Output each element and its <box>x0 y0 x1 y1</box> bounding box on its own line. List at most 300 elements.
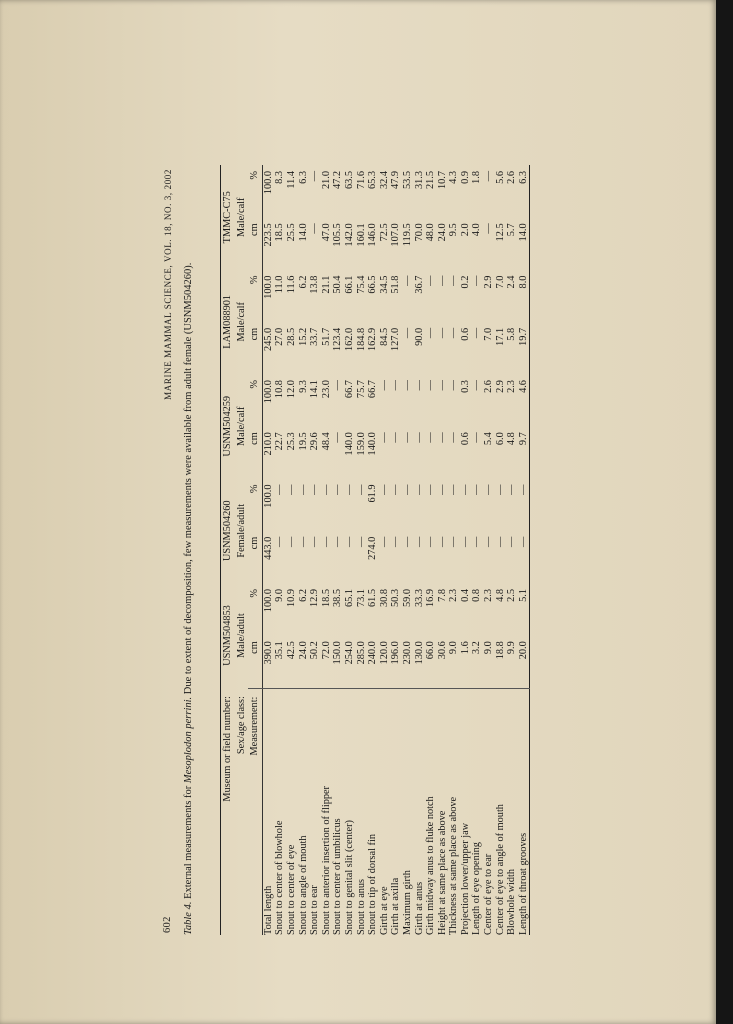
measurement-label: Height at same place as above <box>436 810 448 935</box>
value-cm: 130.0 <box>414 635 426 688</box>
value-cm: — <box>401 536 413 548</box>
value-percent: — <box>401 484 413 495</box>
measurement-label: Snout to angle of mouth <box>297 835 309 935</box>
value-percent: 1.8 <box>471 171 483 184</box>
value-cm: — <box>517 536 529 548</box>
value-percent: 75.4 <box>355 275 367 294</box>
measurement-label: Projection lower/upper jaw <box>459 822 471 935</box>
value-cm: — <box>274 536 286 548</box>
value-percent: 34.5 <box>378 275 390 294</box>
value-percent: 50.4 <box>332 275 344 294</box>
value-percent: — <box>320 484 332 495</box>
value-percent: 23.0 <box>320 380 332 399</box>
value-percent: 65.1 <box>343 588 355 608</box>
value-cm: — <box>436 432 448 443</box>
specimen-sex-age: Male/calf <box>235 406 247 447</box>
value-percent: 2.3 <box>448 588 460 602</box>
value-cm: — <box>378 536 390 548</box>
measurement-label: Girth midway anus to fluke notch <box>425 796 437 935</box>
value-cm: 223.5 <box>262 223 274 247</box>
value-percent: 100.0 <box>262 588 274 613</box>
value-percent: 65.3 <box>367 171 379 190</box>
table-row <box>390 165 402 935</box>
value-cm: 47.0 <box>320 223 332 242</box>
value-cm: — <box>448 536 460 548</box>
value-cm: 119.5 <box>401 223 413 247</box>
table-row <box>460 165 472 935</box>
value-percent: — <box>355 484 367 495</box>
value-cm: 22.7 <box>274 432 286 451</box>
header-museum-label: Museum or field number: <box>222 696 233 802</box>
page-number: 602 <box>162 916 173 933</box>
unit-cm: cm <box>249 536 261 550</box>
header-row-museum <box>221 165 235 935</box>
value-percent: 7.8 <box>436 588 448 602</box>
value-percent: 21.1 <box>320 275 332 294</box>
value-cm: — <box>401 327 413 339</box>
value-percent: 21.0 <box>320 171 332 190</box>
table-row <box>414 165 426 935</box>
value-percent: 0.3 <box>459 380 471 393</box>
value-percent: — <box>413 484 425 495</box>
value-cm: 18.8 <box>495 635 507 688</box>
value-cm: 1.6 <box>460 635 472 688</box>
value-percent: 0.8 <box>471 588 483 602</box>
value-percent: 66.7 <box>367 380 379 399</box>
value-cm: 7.0 <box>483 327 495 341</box>
value-percent: 100.0 <box>262 275 274 299</box>
value-cm: 42.5 <box>286 635 298 688</box>
value-cm: 14.0 <box>517 223 529 242</box>
value-cm: — <box>425 432 437 443</box>
value-cm: 285.0 <box>356 635 368 688</box>
table-row <box>321 165 333 935</box>
value-percent: 6.2 <box>297 275 309 289</box>
value-cm: 162.9 <box>367 327 379 351</box>
value-percent: 66.7 <box>343 380 355 399</box>
value-percent: 100.0 <box>262 380 274 404</box>
measurement-label: Girth at anus <box>413 881 425 935</box>
value-cm: — <box>297 536 309 548</box>
table-row <box>274 165 286 935</box>
running-head <box>160 165 178 935</box>
value-cm: 29.6 <box>309 432 321 451</box>
caption-text-before: External measurements for <box>183 785 194 899</box>
measurement-label: Snout to tip of dorsal fin <box>367 834 379 935</box>
value-cm: 48.4 <box>320 432 332 451</box>
value-percent: — <box>378 380 390 391</box>
value-percent: 10.9 <box>285 588 297 608</box>
value-percent: — <box>425 484 437 495</box>
value-percent: 2.6 <box>506 171 518 184</box>
value-cm: 9.5 <box>448 223 460 237</box>
value-cm: — <box>309 536 321 548</box>
measurement-label: Snout to anterior insertion of flipper <box>320 786 332 935</box>
value-percent: 30.8 <box>378 588 390 608</box>
value-percent: 71.6 <box>355 171 367 190</box>
value-cm: — <box>309 223 321 234</box>
value-cm: 9.7 <box>517 432 529 446</box>
value-cm: — <box>459 536 471 548</box>
specimen-sex-age: Male/calf <box>235 197 247 238</box>
table-row <box>506 165 518 935</box>
table-row <box>367 165 379 935</box>
value-percent: — <box>309 484 321 495</box>
value-percent: 5.6 <box>494 171 506 184</box>
value-cm: 84.5 <box>378 327 390 346</box>
value-cm: 196.0 <box>390 635 402 688</box>
value-percent: 4.8 <box>494 588 506 602</box>
value-percent: 32.4 <box>378 171 390 190</box>
measurement-label: Snout to center of umbilicus <box>332 818 344 935</box>
unit-cm: cm <box>249 327 261 341</box>
value-percent: — <box>390 380 402 391</box>
table-row <box>332 165 344 935</box>
value-percent: 47.2 <box>332 171 344 190</box>
value-percent: — <box>471 380 483 391</box>
value-percent: — <box>517 484 529 495</box>
value-cm: 48.0 <box>425 223 437 242</box>
value-percent: — <box>425 380 437 391</box>
value-percent: 33.3 <box>413 588 425 608</box>
measurement-label: Snout to center of blowhole <box>274 820 286 935</box>
table-body <box>262 165 530 935</box>
value-percent: — <box>448 484 460 495</box>
value-cm: 240.0 <box>367 635 379 688</box>
table-row <box>262 165 274 935</box>
value-percent: — <box>378 484 390 495</box>
measurement-label: Length of eye opening <box>471 842 483 935</box>
value-cm: 105.5 <box>332 223 344 247</box>
value-cm: 20.0 <box>518 635 530 688</box>
value-percent: — <box>274 484 286 495</box>
value-percent: 13.8 <box>309 275 321 294</box>
value-cm: 15.2 <box>297 327 309 346</box>
unit-percent: % <box>249 588 261 598</box>
table-row <box>298 165 310 935</box>
value-percent: 2.3 <box>506 380 518 393</box>
value-cm: — <box>506 536 518 548</box>
value-cm: 184.8 <box>355 327 367 351</box>
caption-label: Table 4. <box>183 901 194 935</box>
value-cm: 9.9 <box>506 635 518 688</box>
value-percent: — <box>506 484 518 495</box>
value-cm: — <box>436 327 448 339</box>
value-cm: — <box>343 536 355 548</box>
value-cm: 5.7 <box>506 223 518 237</box>
value-cm: — <box>390 432 402 443</box>
value-percent: — <box>471 275 483 286</box>
measurement-label: Snout to ear <box>309 885 321 935</box>
value-cm: 6.0 <box>494 432 506 446</box>
value-percent: 11.6 <box>285 275 297 294</box>
value-cm: 14.0 <box>297 223 309 242</box>
value-percent: 11.0 <box>274 275 286 294</box>
value-percent: 2.4 <box>506 275 518 289</box>
measurement-label: Snout to genital slit (center) <box>343 820 355 935</box>
value-cm: 140.0 <box>367 432 379 456</box>
value-cm: 150.0 <box>332 635 344 688</box>
value-cm: — <box>483 223 495 234</box>
value-cm: 66.0 <box>425 635 437 688</box>
value-percent: 11.4 <box>285 171 297 189</box>
table-row <box>402 165 414 935</box>
caption-text-after: Due to extent of decomposition, few measurements were available from adult female (USNM504260). <box>183 262 194 695</box>
value-cm: 107.0 <box>390 223 402 247</box>
value-cm: 25.3 <box>285 432 297 451</box>
value-percent: 53.5 <box>401 171 413 190</box>
table-row <box>437 165 449 935</box>
value-cm: 24.0 <box>436 223 448 242</box>
value-percent: — <box>436 275 448 286</box>
unit-percent: % <box>249 275 261 285</box>
measurement-label: Thickness at same place as above <box>448 796 460 935</box>
measurement-label: Girth at axilla <box>390 877 402 935</box>
value-cm: — <box>413 536 425 548</box>
value-percent: 12.9 <box>309 588 321 608</box>
value-cm: 9.0 <box>448 635 460 688</box>
value-cm: — <box>332 536 344 548</box>
value-cm: 50.2 <box>309 635 321 688</box>
value-percent: 36.7 <box>413 275 425 294</box>
value-percent: 8.0 <box>517 275 529 289</box>
value-cm: — <box>390 536 402 548</box>
unit-cm: cm <box>249 223 261 236</box>
value-percent: 12.0 <box>285 380 297 399</box>
value-percent: 38.5 <box>332 588 344 608</box>
specimen-sex-age: Female/adult <box>235 503 247 558</box>
value-cm: 2.0 <box>459 223 471 237</box>
value-cm: 72.5 <box>378 223 390 242</box>
value-percent: 2.9 <box>494 380 506 393</box>
value-percent: 50.3 <box>390 588 402 608</box>
specimen-id: LAM088901 <box>222 294 233 349</box>
measurement-label: Maximum girth <box>401 870 413 935</box>
table-row <box>425 165 437 935</box>
value-percent: 0.2 <box>459 275 471 289</box>
value-cm: 123.4 <box>332 327 344 351</box>
value-percent: 18.5 <box>320 588 332 608</box>
value-percent: 7.0 <box>494 275 506 289</box>
value-cm: 12.5 <box>494 223 506 242</box>
unit-percent: % <box>249 171 261 180</box>
value-cm: 210.0 <box>262 432 274 456</box>
value-percent: 66.5 <box>367 275 379 294</box>
measurement-label: Center of eye to ear <box>483 853 495 935</box>
value-cm: 70.0 <box>413 223 425 242</box>
value-cm: 3.2 <box>471 635 483 688</box>
table-row <box>379 165 391 935</box>
value-percent: 2.3 <box>483 588 495 602</box>
value-percent: — <box>332 484 344 495</box>
value-cm: 28.5 <box>285 327 297 346</box>
value-percent: 59.0 <box>401 588 413 608</box>
value-percent: — <box>343 484 355 495</box>
value-cm: — <box>448 432 460 443</box>
value-percent: 100.0 <box>262 484 274 508</box>
value-cm: — <box>494 536 506 548</box>
value-cm: 25.5 <box>285 223 297 242</box>
value-percent: — <box>471 484 483 495</box>
value-cm: 5.8 <box>506 327 518 341</box>
unit-percent: % <box>249 380 261 389</box>
value-cm: 72.0 <box>321 635 333 688</box>
value-percent: 2.9 <box>483 275 495 289</box>
value-cm: — <box>401 432 413 443</box>
measurement-label: Center of eye to angle of mouth <box>494 804 506 935</box>
header-measurement-label: Measurement: <box>249 696 261 756</box>
value-cm: 18.5 <box>274 223 286 242</box>
value-percent: — <box>297 484 309 495</box>
value-cm: 90.0 <box>413 327 425 346</box>
value-cm: — <box>425 327 437 339</box>
specimen-id: USNM504260 <box>222 500 233 562</box>
value-percent: — <box>436 484 448 495</box>
value-percent: 8.3 <box>274 171 286 184</box>
value-percent: — <box>448 380 460 391</box>
value-cm: 159.0 <box>355 432 367 456</box>
specimen-sex-age: Male/adult <box>235 613 247 658</box>
value-cm: 160.1 <box>355 223 367 247</box>
value-percent: — <box>332 380 344 391</box>
value-cm: 24.0 <box>298 635 310 688</box>
value-percent: 4.3 <box>448 171 460 184</box>
value-cm: — <box>471 432 483 443</box>
value-percent: 6.3 <box>517 171 529 184</box>
value-percent: 2.6 <box>483 380 495 393</box>
value-percent: — <box>309 171 321 182</box>
value-percent: — <box>448 275 460 286</box>
value-percent: 75.7 <box>355 380 367 399</box>
value-percent: 9.3 <box>297 380 309 393</box>
value-cm: 127.0 <box>390 327 402 351</box>
value-percent: — <box>401 380 413 391</box>
value-percent: — <box>436 380 448 391</box>
value-cm: 35.1 <box>274 635 286 688</box>
measurement-label: Blowhole width <box>506 868 518 935</box>
value-cm: 274.0 <box>367 536 379 560</box>
value-cm: 4.0 <box>471 223 483 237</box>
value-cm: 162.0 <box>343 327 355 351</box>
value-cm: — <box>471 327 483 339</box>
measurement-label: Snout to center of eye <box>285 844 297 935</box>
value-cm: — <box>413 432 425 443</box>
value-cm: 9.0 <box>483 635 495 688</box>
table-row <box>344 165 356 935</box>
value-percent: 61.9 <box>367 484 379 503</box>
value-cm: 0.6 <box>459 432 471 446</box>
value-cm: 33.7 <box>309 327 321 346</box>
table-row <box>286 165 298 935</box>
value-cm: 30.6 <box>437 635 449 688</box>
value-cm: — <box>320 536 332 548</box>
value-percent: 73.1 <box>355 588 367 608</box>
value-cm: — <box>425 536 437 548</box>
value-percent: — <box>494 484 506 495</box>
value-percent: 51.8 <box>390 275 402 294</box>
value-cm: 4.8 <box>506 432 518 446</box>
table-caption <box>182 165 195 935</box>
caption-species: Mesoplodon perrini. <box>183 696 194 784</box>
value-percent: 9.0 <box>274 588 286 602</box>
unit-cm: cm <box>248 635 262 688</box>
value-cm: — <box>436 536 448 548</box>
value-cm: 19.5 <box>297 432 309 451</box>
value-percent: — <box>285 484 297 495</box>
unit-percent: % <box>249 484 261 494</box>
value-cm: — <box>285 536 297 548</box>
table-row <box>309 165 321 935</box>
value-percent: — <box>459 484 471 495</box>
value-cm: — <box>471 536 483 548</box>
value-percent: 6.3 <box>297 171 309 184</box>
value-cm: 390.0 <box>262 635 274 688</box>
value-percent: 21.5 <box>425 171 437 190</box>
value-cm: — <box>483 536 495 548</box>
value-cm: 5.4 <box>483 432 495 446</box>
unit-cm: cm <box>249 432 261 445</box>
value-percent: 0.4 <box>459 588 471 602</box>
specimen-id: USNM504259 <box>222 395 233 457</box>
value-percent: 16.9 <box>425 588 437 608</box>
header-row-units <box>248 165 262 935</box>
value-cm: 146.0 <box>367 223 379 247</box>
value-cm: — <box>448 327 460 339</box>
measurements-table <box>220 165 530 935</box>
value-cm: 0.6 <box>459 327 471 341</box>
value-cm: 120.0 <box>379 635 391 688</box>
value-percent: 4.6 <box>517 380 529 393</box>
table-row <box>448 165 460 935</box>
value-percent: 5.1 <box>517 588 529 602</box>
value-percent: 0.9 <box>459 171 471 184</box>
value-cm: 17.1 <box>494 327 506 346</box>
value-percent: 66.1 <box>343 275 355 294</box>
table-row <box>483 165 495 935</box>
value-percent: — <box>401 275 413 286</box>
table-row <box>356 165 368 935</box>
value-percent: 47.9 <box>390 171 402 190</box>
table-row <box>518 165 530 935</box>
table-row <box>471 165 483 935</box>
value-cm: 230.0 <box>402 635 414 688</box>
specimen-id: TMMC-C75 <box>222 191 233 244</box>
measurement-label: Girth at eye <box>378 886 390 935</box>
value-percent: — <box>413 380 425 391</box>
value-percent: 31.3 <box>413 171 425 190</box>
table-row <box>495 165 507 935</box>
value-cm: 140.0 <box>343 432 355 456</box>
value-cm: — <box>332 432 344 443</box>
specimen-id: USNM504853 <box>222 605 233 666</box>
value-cm: 443.0 <box>262 536 274 560</box>
value-cm: 51.7 <box>320 327 332 346</box>
value-cm: — <box>378 432 390 443</box>
value-cm: 254.0 <box>344 635 356 688</box>
rotated-content <box>160 165 530 935</box>
measurement-label: Snout to anus <box>355 878 367 935</box>
value-cm: 27.0 <box>274 327 286 346</box>
value-cm: 19.7 <box>517 327 529 346</box>
value-percent: — <box>390 484 402 495</box>
value-cm: 245.0 <box>262 327 274 351</box>
value-percent: 63.5 <box>343 171 355 190</box>
value-percent: — <box>483 484 495 495</box>
value-percent: 6.2 <box>297 588 309 602</box>
header-row-sex-age <box>235 165 249 935</box>
value-percent: — <box>425 275 437 286</box>
specimen-sex-age: Male/calf <box>235 302 247 342</box>
